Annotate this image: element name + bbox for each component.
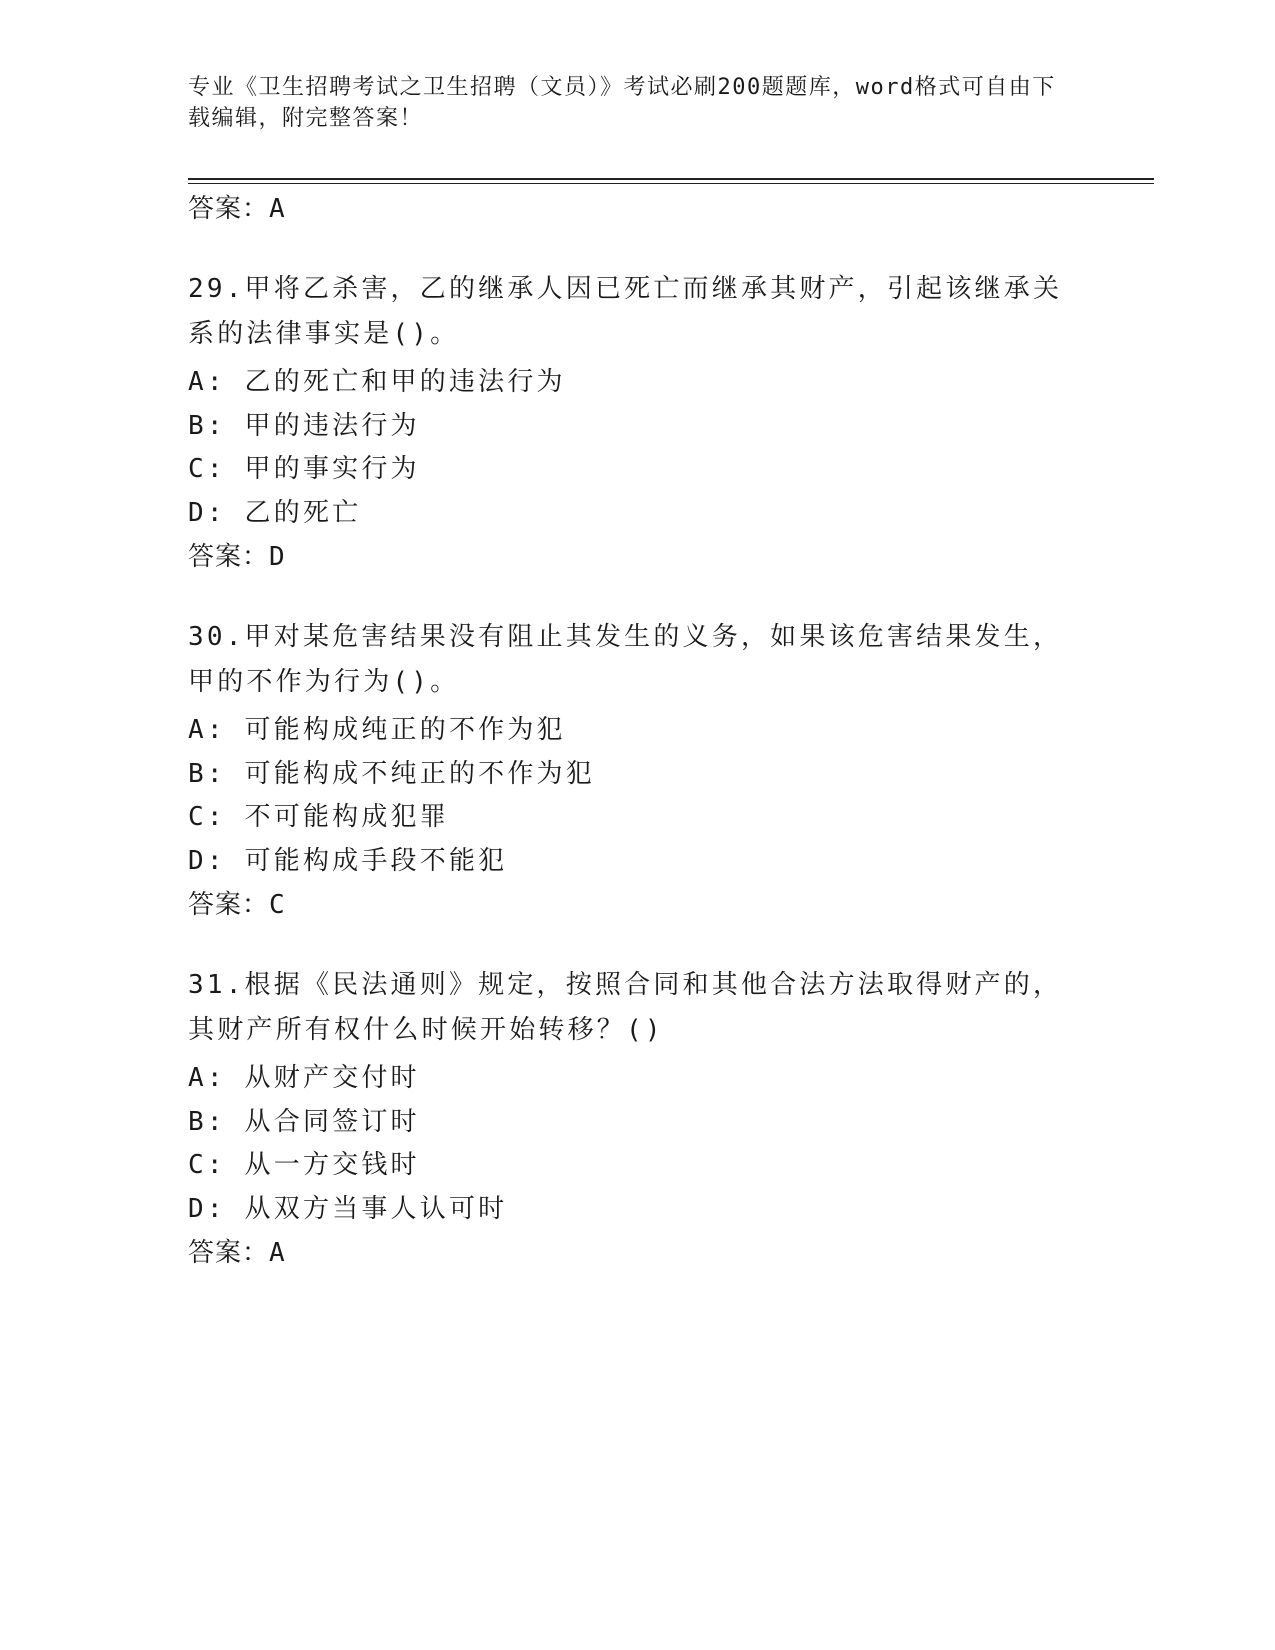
question-29: 29.甲将乙杀害，乙的继承人因已死亡而继承其财产，引起该继承关系的法律事实是()。 bbox=[188, 274, 1063, 349]
q31-option-d: D: 从双方当事人认可时 bbox=[188, 1194, 508, 1224]
page-header: 专业《卫生招聘考试之卫生招聘（文员）》考试必刷200题题库，word格式可自由下载编辑，附完整答案！ bbox=[188, 75, 1056, 131]
q29-option-c: C: 甲的事实行为 bbox=[188, 454, 420, 484]
answer-value: A bbox=[269, 1238, 286, 1268]
q31-answer bbox=[188, 1236, 286, 1270]
q29-answer bbox=[188, 540, 286, 574]
q29-option-a: A: 乙的死亡和甲的违法行为 bbox=[188, 367, 566, 397]
header-rule-thin bbox=[188, 183, 1154, 184]
q30-option-b: B: 可能构成不纯正的不作为犯 bbox=[188, 759, 595, 789]
q29-option-d: D: 乙的死亡 bbox=[188, 498, 362, 528]
q30-option-c: C: 不可能构成犯罪 bbox=[188, 802, 449, 832]
previous-answer bbox=[188, 192, 286, 226]
q30-answer bbox=[188, 888, 286, 922]
answer-value: A bbox=[269, 194, 286, 224]
answer-label: 答案： bbox=[188, 194, 270, 224]
header-rule-thick bbox=[188, 178, 1154, 180]
answer-label: 答案： bbox=[188, 1238, 270, 1268]
q31-option-b: B: 从合同签订时 bbox=[188, 1107, 420, 1137]
question-31: 31.根据《民法通则》规定，按照合同和其他合法方法取得财产的，其财产所有权什么时候开始转移？() bbox=[188, 970, 1063, 1045]
answer-value: C bbox=[269, 890, 286, 920]
q30-option-d: D: 可能构成手段不能犯 bbox=[188, 846, 508, 876]
answer-value: D bbox=[269, 542, 286, 572]
answer-label: 答案： bbox=[188, 890, 270, 920]
q31-option-a: A: 从财产交付时 bbox=[188, 1063, 420, 1093]
q30-option-a: A: 可能构成纯正的不作为犯 bbox=[188, 715, 566, 745]
answer-label: 答案： bbox=[188, 542, 270, 572]
question-30: 30.甲对某危害结果没有阻止其发生的义务，如果该危害结果发生，甲的不作为行为()。 bbox=[188, 622, 1063, 697]
q31-option-c: C: 从一方交钱时 bbox=[188, 1150, 420, 1180]
q29-option-b: B: 甲的违法行为 bbox=[188, 411, 420, 441]
